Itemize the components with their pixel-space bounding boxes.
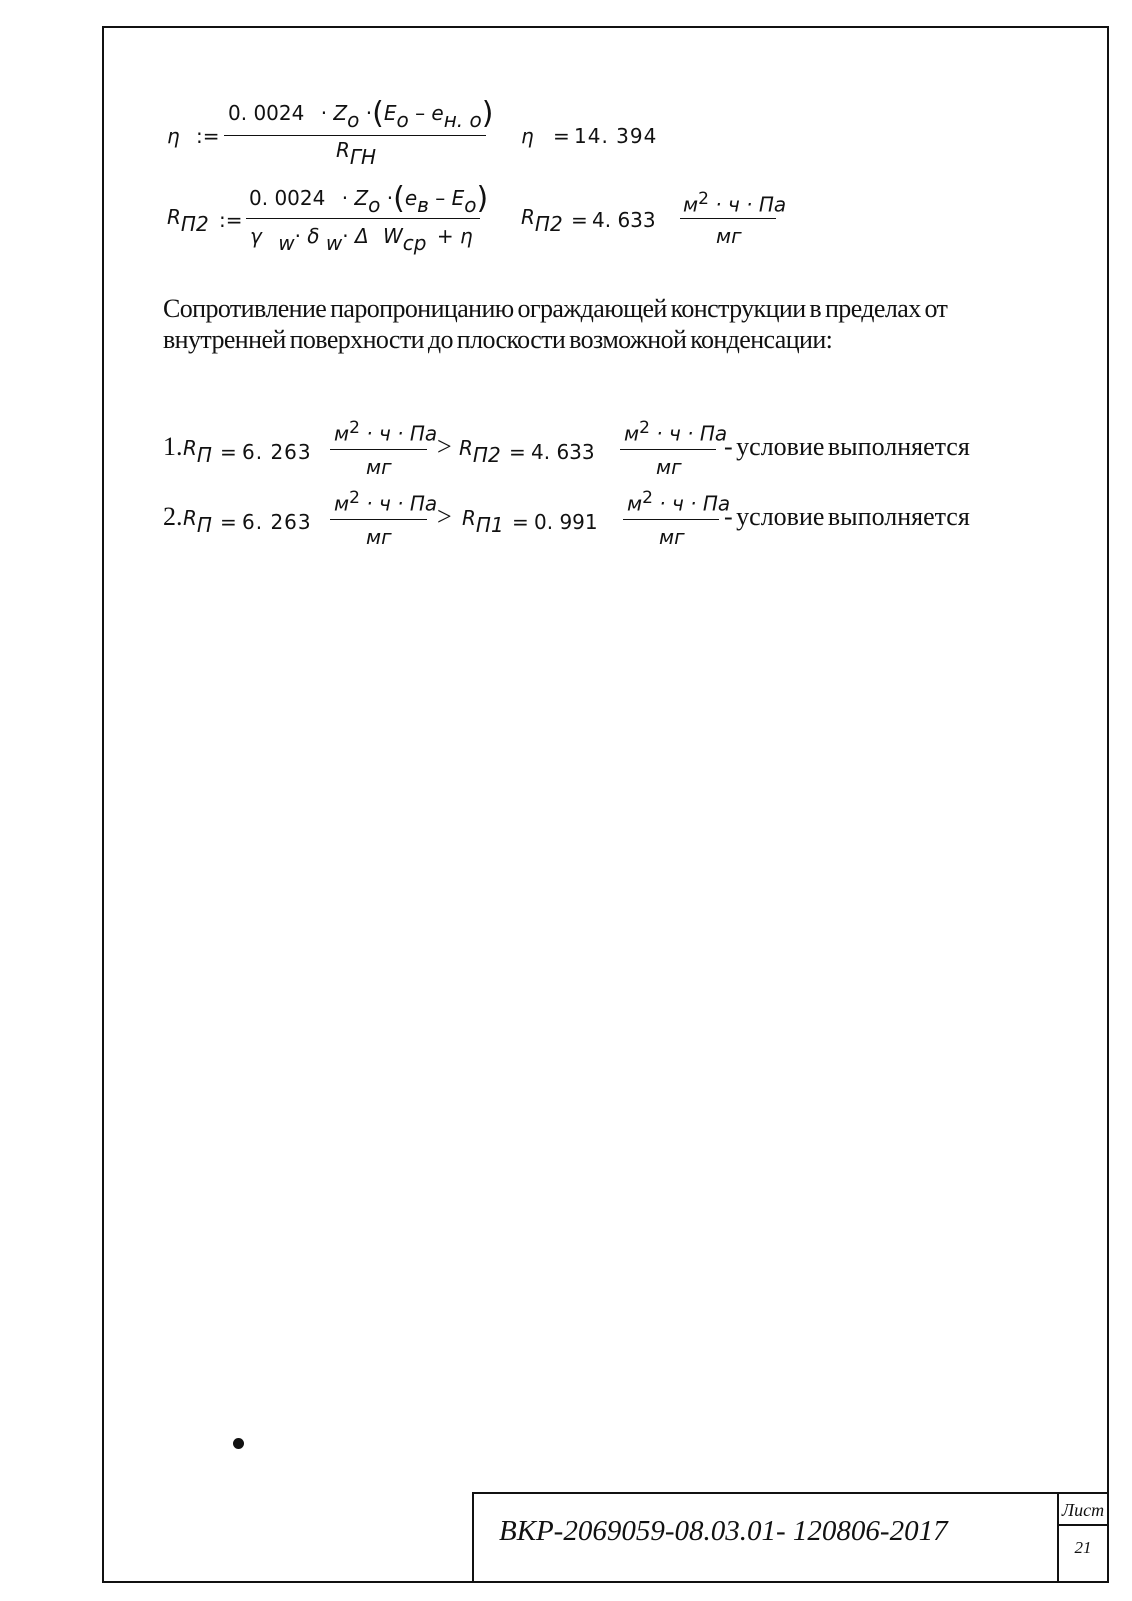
unit-rest: · ч · Па <box>366 491 438 516</box>
r-symbol: R <box>167 205 181 229</box>
sheet-number: 21 <box>1074 1538 1092 1557</box>
unit-m: м <box>683 192 699 217</box>
rp2-denominator <box>250 224 473 255</box>
e-symbol: e <box>431 101 444 125</box>
unit-exponent: 2 <box>639 418 650 438</box>
e-cap-symbol: E <box>451 186 465 210</box>
eta-symbol: η <box>167 124 180 148</box>
w-cap-symbol: W <box>383 224 403 248</box>
dot-operator: · <box>342 224 349 248</box>
rhs-r <box>462 506 504 537</box>
capital-delta-symbol: Δ <box>354 224 369 248</box>
rhs-r <box>459 436 501 467</box>
unit-exponent: 2 <box>698 189 709 209</box>
e-cap-subscript: o <box>396 108 409 132</box>
dot-operator: · <box>341 186 349 210</box>
r-symbol: R <box>336 138 350 162</box>
lhs-value: 6. 263 <box>242 510 312 534</box>
equals-operator: = <box>220 510 237 534</box>
title-block-sheet-divider <box>1057 1524 1109 1526</box>
r-subscript: П2 <box>472 443 501 467</box>
assign-operator: := <box>219 208 243 232</box>
minus-operator: – <box>435 186 446 210</box>
paragraph-text: Сопротивление паропроницанию ограждающей конструкции в пределах от внутренней поверхности до плоскости возможной конденсации: <box>163 294 948 354</box>
equals-operator: = <box>553 124 570 148</box>
dot-operator: · <box>320 101 328 125</box>
equals-operator: = <box>220 440 237 464</box>
rhs-unit-denominator: мг <box>659 525 685 549</box>
dot-operator: · <box>365 101 373 125</box>
w-subscript: w <box>325 231 343 255</box>
fraction-bar <box>246 218 480 219</box>
eta-numerator <box>228 93 494 132</box>
unit-m: м <box>334 491 350 516</box>
coefficient: 0. 0024 <box>228 101 305 125</box>
unit-m: м <box>334 421 350 446</box>
unit-denominator: мг <box>716 224 742 248</box>
plus-operator: + <box>436 224 454 248</box>
paren-close: ) <box>481 96 494 131</box>
bullet-dot <box>233 1438 244 1449</box>
rhs-value: 0. 991 <box>534 510 598 534</box>
paren-open: ( <box>393 181 405 216</box>
fraction-bar <box>224 135 486 136</box>
lhs-r <box>183 436 212 467</box>
unit-m: м <box>627 491 643 516</box>
unit-exponent: 2 <box>349 488 360 508</box>
unit-m: м <box>624 421 640 446</box>
unit-rest: · ч · Па <box>656 421 728 446</box>
rp2-result <box>521 205 563 236</box>
unit-rest: · ч · Па <box>659 491 731 516</box>
unit-exponent: 2 <box>349 418 360 438</box>
r-subscript: П1 <box>475 513 504 537</box>
eta-symbol: η <box>459 224 473 248</box>
r-subscript: П <box>196 513 212 537</box>
sheet-label: Лист <box>1061 1500 1105 1520</box>
r-symbol: R <box>183 436 197 460</box>
e-subscript: в <box>417 193 429 217</box>
conclusion-text: - условие выполняется <box>724 432 970 461</box>
rp2-result-value: 4. 633 <box>592 208 656 232</box>
unit-denominator: мг <box>366 455 392 479</box>
eta-result-symbol: η <box>521 124 534 148</box>
greater-than: > <box>437 432 452 461</box>
dot-operator: · <box>294 224 301 248</box>
equals-operator: = <box>509 440 526 464</box>
unit-fraction-bar <box>330 449 427 450</box>
r-symbol: R <box>462 506 476 530</box>
r-symbol: R <box>521 205 535 229</box>
z-subscript: o <box>368 193 381 217</box>
conclusion-text: - условие выполняется <box>724 502 970 531</box>
coefficient: 0. 0024 <box>249 186 326 210</box>
z-subscript: o <box>347 108 360 132</box>
equals-operator: = <box>512 510 529 534</box>
dot-operator: · <box>386 186 394 210</box>
unit-rest: · ч · Па <box>715 192 787 217</box>
w-subscript: w <box>278 231 295 255</box>
check-index: 2. <box>163 502 183 531</box>
z-symbol: Z <box>354 186 369 210</box>
e-cap-symbol: E <box>383 101 397 125</box>
unit-fraction-bar <box>330 519 427 520</box>
unit-denominator: мг <box>366 525 392 549</box>
unit-numerator <box>334 488 437 516</box>
unit-numerator <box>334 418 437 446</box>
paren-close: ) <box>476 181 489 216</box>
e-cap-subscript: o <box>464 193 477 217</box>
r-symbol: R <box>183 506 197 530</box>
document-code: ВКР-2069059-08.03.01- 120806-2017 <box>499 1515 948 1547</box>
delta-symbol: δ <box>307 224 320 248</box>
rhs-unit-fraction-bar <box>620 449 716 450</box>
unit-fraction-bar <box>680 218 776 219</box>
eta-result-value: 14. 394 <box>574 124 658 148</box>
r-symbol: R <box>459 436 473 460</box>
rp2-numerator <box>249 178 489 217</box>
r-subscript: ГН <box>349 145 377 169</box>
rhs-unit-fraction-bar <box>623 519 719 520</box>
unit-exponent: 2 <box>642 488 653 508</box>
lhs-r <box>183 506 212 537</box>
r-subscript: П2 <box>180 212 209 236</box>
greater-than: > <box>437 502 452 531</box>
gamma-symbol: γ <box>250 224 262 248</box>
e-subscript: н. о <box>443 108 482 132</box>
eta-denominator <box>336 138 377 169</box>
check-index: 1. <box>163 432 183 461</box>
rp2-lhs <box>167 205 209 236</box>
lhs-value: 6. 263 <box>242 440 312 464</box>
w-cap-subscript: ср <box>402 231 427 255</box>
paren-open: ( <box>372 96 384 131</box>
unit-numerator <box>683 189 786 217</box>
assign-operator: := <box>196 124 220 148</box>
z-symbol: Z <box>333 101 348 125</box>
rhs-unit-numerator <box>624 418 727 446</box>
equals-operator: = <box>571 208 588 232</box>
minus-operator: – <box>415 101 426 125</box>
unit-rest: · ч · Па <box>366 421 438 446</box>
rhs-unit-numerator <box>627 488 730 516</box>
page-frame <box>102 26 1109 1583</box>
rhs-value: 4. 633 <box>531 440 595 464</box>
r-subscript: П <box>196 443 212 467</box>
e-symbol: e <box>404 186 418 210</box>
rhs-unit-denominator: мг <box>656 455 682 479</box>
r-subscript: П2 <box>534 212 563 236</box>
